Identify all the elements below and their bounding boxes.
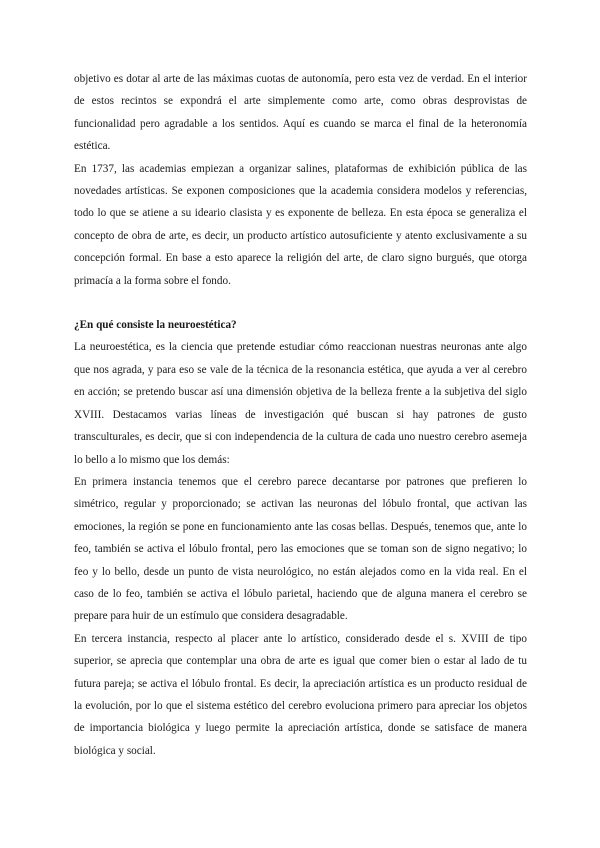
paragraph-spacer bbox=[74, 292, 527, 314]
body-paragraph: En primera instancia tenemos que el cerebro parece decantarse por patrones que prefieren lo simétrico, regular y proporcionado; se activan las neuronas del lóbulo frontal, que activan las emociones, la región se pone en funcionamiento ante las cosas bellas. Después, tenemos que, ante lo feo, también se activa el lóbulo frontal, pero las emociones que se toman son de signo negativo; lo feo y lo bello, desde un punto de vista neurológico, no están alejados como en la vida real. En el caso de lo feo, también se activa el lóbulo parietal, haciendo que de alguna manera el cerebro se prepare para huir de un estímulo que considera desagradable. bbox=[74, 475, 527, 623]
document-page bbox=[74, 68, 527, 762]
body-paragraph: En tercera instancia, respecto al placer ante lo artístico, considerado desde el s. XVIII de tipo superior, se aprecia que contemplar una obra de arte es igual que comer bien o estar al lado de tu futura pareja; se activa el lóbulo frontal. Es decir, la apreciación artística es un producto residual de la evolución, por lo que el sistema estético del cerebro evoluciona primero para apreciar los objetos de importancia biológica y luego permite la apreciación artística, donde se satisface de manera biológica y social. bbox=[74, 632, 527, 757]
section-heading: ¿En qué consiste la neuroestética? bbox=[74, 319, 237, 332]
body-paragraph: En 1737, las academias empiezan a organizar salines, plataformas de exhibición pública de las novedades artísticas. Se exponen composiciones que la academia considera modelos y referencias, todo lo que se atiene a su ideario clasista y es exponente de belleza. En esta época se generaliza el concepto de obra de arte, es decir, un producto artístico autosuficiente y atento exclusivamente a su concepción formal. En base a esto aparece la religión del arte, de claro signo burgués, que otorga primacía a la forma sobre el fondo. bbox=[74, 162, 527, 287]
body-paragraph: objetivo es dotar al arte de las máximas cuotas de autonomía, pero esta vez de verdad. En el interior de estos recintos se expondrá el arte simplemente como arte, como obras desprovistas de funcionalidad pero agradable a los sentidos. Aquí es cuando se marca el final de la heteronomía estética. bbox=[74, 73, 527, 153]
body-paragraph: La neuroestética, es la ciencia que pretende estudiar cómo reaccionan nuestras neuronas ante algo que nos agrada, y para eso se vale de la técnica de la resonancia estética, que ayuda a ver al cerebro en acción; se pretendo buscar así una dimensión objetiva de la belleza frente a la subjetiva del siglo XVIII. Destacamos varias líneas de investigación qué buscan si hay patrones de gusto transculturales, es decir, que si con independencia de la cultura de cada uno nuestro cerebro asemeja lo bello a lo mismo que los demás: bbox=[74, 341, 527, 466]
